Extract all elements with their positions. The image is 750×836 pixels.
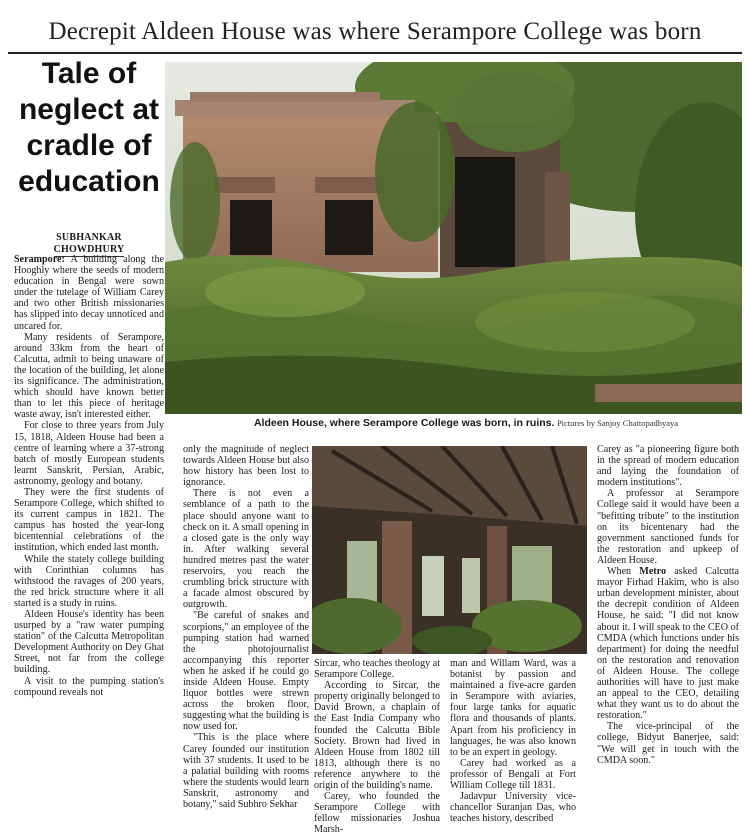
article-column-1	[14, 254, 164, 698]
headline-line: neglect at	[18, 93, 160, 126]
aldeen-house-illustration	[165, 62, 742, 414]
metro-label: Metro	[639, 566, 667, 578]
article-paragraph: Carey had worked as a professor of Bengali at Fort William College till 1831.	[450, 757, 576, 792]
article-paragraph: The vice-principal of the college, Bidyut Banerjee, said: "We will get in touch with the CMDA soon."	[597, 721, 739, 766]
article-paragraph: According to Sircar, the property originally belonged to David Brown, a chaplain of the East India Company who founded the Calcutta Bible Society. Brown had lived in Aldeen House from 1802 till 1813, although there is no reference anywhere to the origin of the building's name.	[314, 680, 440, 792]
kicker-headline: Decrepit Aldeen House was where Serampore College was born	[48, 18, 702, 45]
article-paragraph: Carey as "a pioneering figure both in the spread of modern education and laying the foundation of modern institutions".	[597, 444, 739, 489]
main-headline	[14, 56, 164, 200]
dateline: Serampore:	[14, 254, 65, 265]
article-paragraph: Serampore: A building along the Hooghly where the seeds of modern education in Bengal were sown under the tutelage of William Carey and two other British missionaries has slipped into decay unnoticed and uncared for.	[14, 254, 164, 332]
aldeen-house-photo	[165, 62, 742, 414]
kicker-rule	[8, 52, 742, 54]
article-paragraph: Sircar, who teaches theology at Serampore College.	[314, 658, 441, 681]
article-column-5	[597, 444, 739, 766]
headline-line: education	[18, 165, 160, 198]
article-paragraph: "This is the place where Carey founded our institution with 37 students. It used to be a palatial building with rooms where the students would learn Sanskrit, astronomy and botany," said Subhro Sekhar	[183, 732, 309, 810]
article-paragraph: Jadavpur University vice-chancellor Suranjan Das, who teaches history, described	[450, 791, 576, 825]
article-paragraph: For close to three years from July 15, 1818, Aldeen House had been a centre of learning where a 37-strong batch of mostly European students learnt Sanskrit, Persian, Arabic, astronomy, geology and botany.	[14, 420, 164, 487]
headline-line: cradle of	[26, 129, 152, 162]
photo-caption	[190, 417, 742, 430]
article-paragraph: They were the first students of Serampore College, which shifted to its current campus in 1821. The campus has hosted the year-long bicentennial celebrations of the institution, which ended last month.	[14, 486, 164, 554]
article-paragraph: man and Willam Ward, was a botanist by passion and maintained a five-acre garden in Serampore with aviaries, four large tanks for aquatic flora and thousands of plants. Apart from his proficiency in languages, he was also known to be an expert in geology.	[450, 658, 576, 758]
article-column-3	[314, 658, 440, 836]
headline-line: Tale of	[41, 57, 137, 90]
article-paragraph: "Be careful of snakes and scorpions," an employee of the pumping station had warned the photojournalist accompanying this reporter when he asked if he could go inside Aldeen House. Empty liquor bottles were strewn across the broken floor, suggesting what the building is now used for.	[183, 610, 309, 733]
article-paragraph: only the magnitude of neglect towards Aldeen House but also how history has been lost to ignorance.	[183, 444, 309, 489]
caption-text: Aldeen House, where Serampore College was born, in ruins.	[253, 417, 555, 429]
article-column-4	[450, 658, 576, 824]
article-paragraph: A professor at Serampore College said it would have been a "befitting tribute" to the institution on its bicentenary had the government sanctioned funds for the restoration and upkeep of Aldeen House.	[597, 488, 739, 566]
photo-credit: Pictures by Sanjoy Chattopadhyaya	[556, 418, 679, 428]
interior-illustration	[312, 446, 587, 654]
article-paragraph: Many residents of Serampore, around 33km from the heart of Calcutta, admit to being unaware of the location of the building, let alone its significance. The administration, which should have known better than to let this piece of heritage waste away, isn't interested either.	[14, 331, 164, 421]
article-paragraph: Carey, who founded the Serampore College with fellow missionaries Joshua Marsh-	[314, 791, 440, 836]
article-paragraph: A visit to the pumping station's compound reveals not	[14, 675, 164, 698]
article-column-2	[183, 444, 309, 810]
byline-name: SUBHANKAR CHOWDHURY	[53, 232, 125, 255]
article-paragraph: While the stately college building with Corinthian columns has withstood the ravages of 200 years, the red brick structure where it all started is a study in ruins.	[14, 553, 164, 609]
interior-photo	[312, 446, 587, 654]
article-paragraph: There is not even a semblance of a path to the place should anyone want to check on it. A small opening in a closed gate is the only way in. After walking several hundred metres past the water reservoirs, you reach the crumbling brick structure with a facade almost obscured by outgrowth.	[183, 488, 309, 611]
article-paragraph: Aldeen House's identity has been usurped by a "raw water pumping station" of the Calcutta Metropolitan Development Authority on Dey Ghat Street, not far from the college building.	[14, 609, 164, 676]
article-paragraph: When Metro asked Calcutta mayor Firhad Hakim, who is also urban development minister, about the decrepit condition of Aldeen House, he said: "I did not know about it. I will speak to the CEO of CMDA (which functions under his department) for doing the needful on the restoration and renovation of Aldeen House. The college authorities will have to just make an appeal to the CEO, detailing what they want us to do about the restoration."	[597, 566, 739, 722]
